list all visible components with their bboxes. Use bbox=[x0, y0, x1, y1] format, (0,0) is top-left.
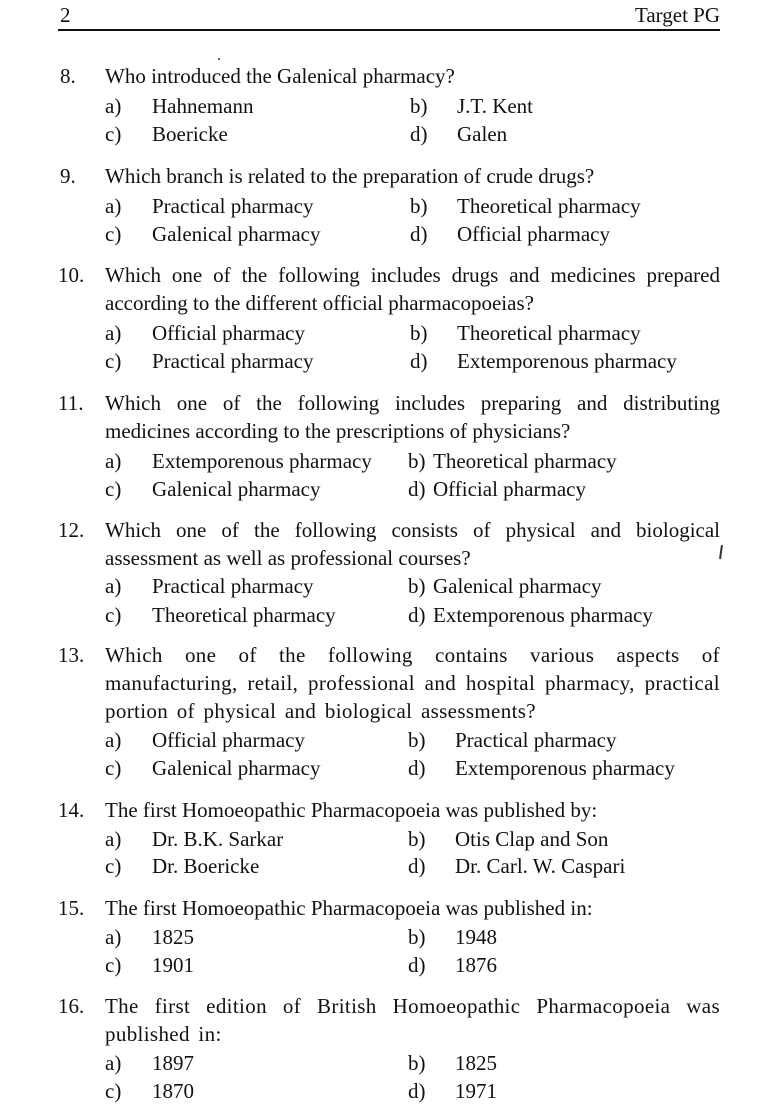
margin-tick-mark bbox=[719, 545, 723, 559]
option-text: J.T. Kent bbox=[457, 94, 534, 118]
option-letter: c) bbox=[105, 222, 122, 246]
option-text: Theoretical pharmacy bbox=[457, 321, 641, 345]
option-letter: c) bbox=[105, 953, 122, 977]
option-text: Theoretical pharmacy bbox=[152, 603, 336, 627]
question-number: 9. bbox=[60, 164, 76, 188]
question-text: The first edition of British Homoeopathic Pharmacopoeia was published in: bbox=[105, 994, 720, 1046]
option-text: Extemporenous pharmacy bbox=[152, 449, 372, 473]
option-text: Official pharmacy bbox=[457, 222, 610, 246]
option-letter: b) bbox=[410, 194, 428, 218]
option-letter: d) bbox=[408, 603, 426, 627]
option-letter: b) bbox=[408, 925, 426, 949]
option-letter: d) bbox=[408, 477, 426, 501]
option-letter: d) bbox=[410, 122, 428, 146]
page-number: 2 bbox=[60, 3, 71, 27]
option-letter: b) bbox=[408, 449, 426, 473]
option-letter: a) bbox=[105, 449, 122, 473]
question-text: Which one of the following includes preparing and distributing medicines according to the prescriptions of physicians? bbox=[105, 391, 720, 443]
option-text: Practical pharmacy bbox=[152, 574, 314, 598]
option-letter: b) bbox=[408, 574, 426, 598]
option-letter: d) bbox=[408, 756, 426, 780]
option-text: Theoretical pharmacy bbox=[457, 194, 641, 218]
question-number: 13. bbox=[58, 643, 85, 667]
option-letter: d) bbox=[410, 349, 428, 373]
page-header bbox=[0, 0, 780, 30]
running-title: Target PG bbox=[634, 3, 720, 27]
question-number: 15. bbox=[58, 896, 85, 920]
option-text: 1870 bbox=[152, 1079, 194, 1103]
option-text: Hahnemann bbox=[152, 94, 254, 118]
option-letter: c) bbox=[105, 122, 122, 146]
question-text: The first Homoeopathic Pharmacopoeia was published by: bbox=[105, 798, 598, 822]
option-text: Official pharmacy bbox=[433, 477, 586, 501]
option-text: Galenical pharmacy bbox=[152, 756, 321, 780]
option-text: Extemporenous pharmacy bbox=[457, 349, 677, 373]
option-text: Galen bbox=[457, 122, 508, 146]
question-number: 8. bbox=[60, 64, 76, 88]
question-number: 12. bbox=[58, 518, 85, 542]
option-letter: a) bbox=[105, 827, 122, 851]
option-text: Otis Clap and Son bbox=[455, 827, 609, 851]
option-letter: a) bbox=[105, 321, 122, 345]
option-letter: a) bbox=[105, 1051, 122, 1075]
option-letter: a) bbox=[105, 728, 122, 752]
option-letter: c) bbox=[105, 349, 122, 373]
option-text: 1897 bbox=[152, 1051, 194, 1075]
option-letter: b) bbox=[410, 94, 428, 118]
option-text: Galenical pharmacy bbox=[152, 477, 321, 501]
option-letter: a) bbox=[105, 194, 122, 218]
option-text: Extemporenous pharmacy bbox=[455, 756, 675, 780]
option-letter: a) bbox=[105, 574, 122, 598]
option-letter: b) bbox=[410, 321, 428, 345]
question-number: 14. bbox=[58, 798, 85, 822]
question-number: 16. bbox=[58, 994, 85, 1018]
option-letter: a) bbox=[105, 94, 122, 118]
option-letter: d) bbox=[410, 222, 428, 246]
option-text: Official pharmacy bbox=[152, 321, 305, 345]
question-text: Which one of the following consists of physical and biological assessment as well as professional courses? bbox=[105, 518, 720, 570]
option-text: Practical pharmacy bbox=[455, 728, 617, 752]
question-text: Which one of the following includes drugs and medicines prepared according to the different official pharmacopoeias? bbox=[105, 263, 720, 315]
question-text: Which one of the following contains various aspects of manufacturing, retail, professional and hospital pharmacy, practical portion of physical and biological assessments? bbox=[105, 643, 720, 723]
question-number: 11. bbox=[58, 391, 84, 415]
option-letter: d) bbox=[408, 1079, 426, 1103]
option-text: 1948 bbox=[455, 925, 497, 949]
option-letter: a) bbox=[105, 925, 122, 949]
option-text: Practical pharmacy bbox=[152, 194, 314, 218]
option-text: Galenical pharmacy bbox=[152, 222, 321, 246]
option-text: Dr. Boericke bbox=[152, 854, 260, 878]
option-text: Boericke bbox=[152, 122, 228, 146]
option-text: 1825 bbox=[152, 925, 194, 949]
option-text: Practical pharmacy bbox=[152, 349, 314, 373]
question-text: Which branch is related to the preparation of crude drugs? bbox=[105, 164, 595, 188]
option-letter: d) bbox=[408, 854, 426, 878]
option-text: 1825 bbox=[455, 1051, 497, 1075]
print-speck bbox=[218, 58, 220, 60]
option-text: Galenical pharmacy bbox=[433, 574, 602, 598]
option-text: 1901 bbox=[152, 953, 194, 977]
question-text: Who introduced the Galenical pharmacy? bbox=[105, 64, 455, 88]
question-number: 10. bbox=[58, 263, 85, 287]
option-text: 1876 bbox=[455, 953, 497, 977]
option-letter: b) bbox=[408, 728, 426, 752]
option-text: 1971 bbox=[455, 1079, 497, 1103]
option-text: Dr. B.K. Sarkar bbox=[152, 827, 284, 851]
option-letter: b) bbox=[408, 1051, 426, 1075]
option-text: Official pharmacy bbox=[152, 728, 305, 752]
option-text: Extemporenous pharmacy bbox=[433, 603, 653, 627]
option-letter: d) bbox=[408, 953, 426, 977]
header-rule bbox=[58, 29, 720, 31]
question-text: The first Homoeopathic Pharmacopoeia was published in: bbox=[105, 896, 593, 920]
option-text: Theoretical pharmacy bbox=[433, 449, 617, 473]
option-letter: c) bbox=[105, 477, 122, 501]
option-letter: b) bbox=[408, 827, 426, 851]
option-letter: c) bbox=[105, 1079, 122, 1103]
option-letter: c) bbox=[105, 603, 122, 627]
option-letter: c) bbox=[105, 854, 122, 878]
option-letter: c) bbox=[105, 756, 122, 780]
option-text: Dr. Carl. W. Caspari bbox=[455, 854, 626, 878]
